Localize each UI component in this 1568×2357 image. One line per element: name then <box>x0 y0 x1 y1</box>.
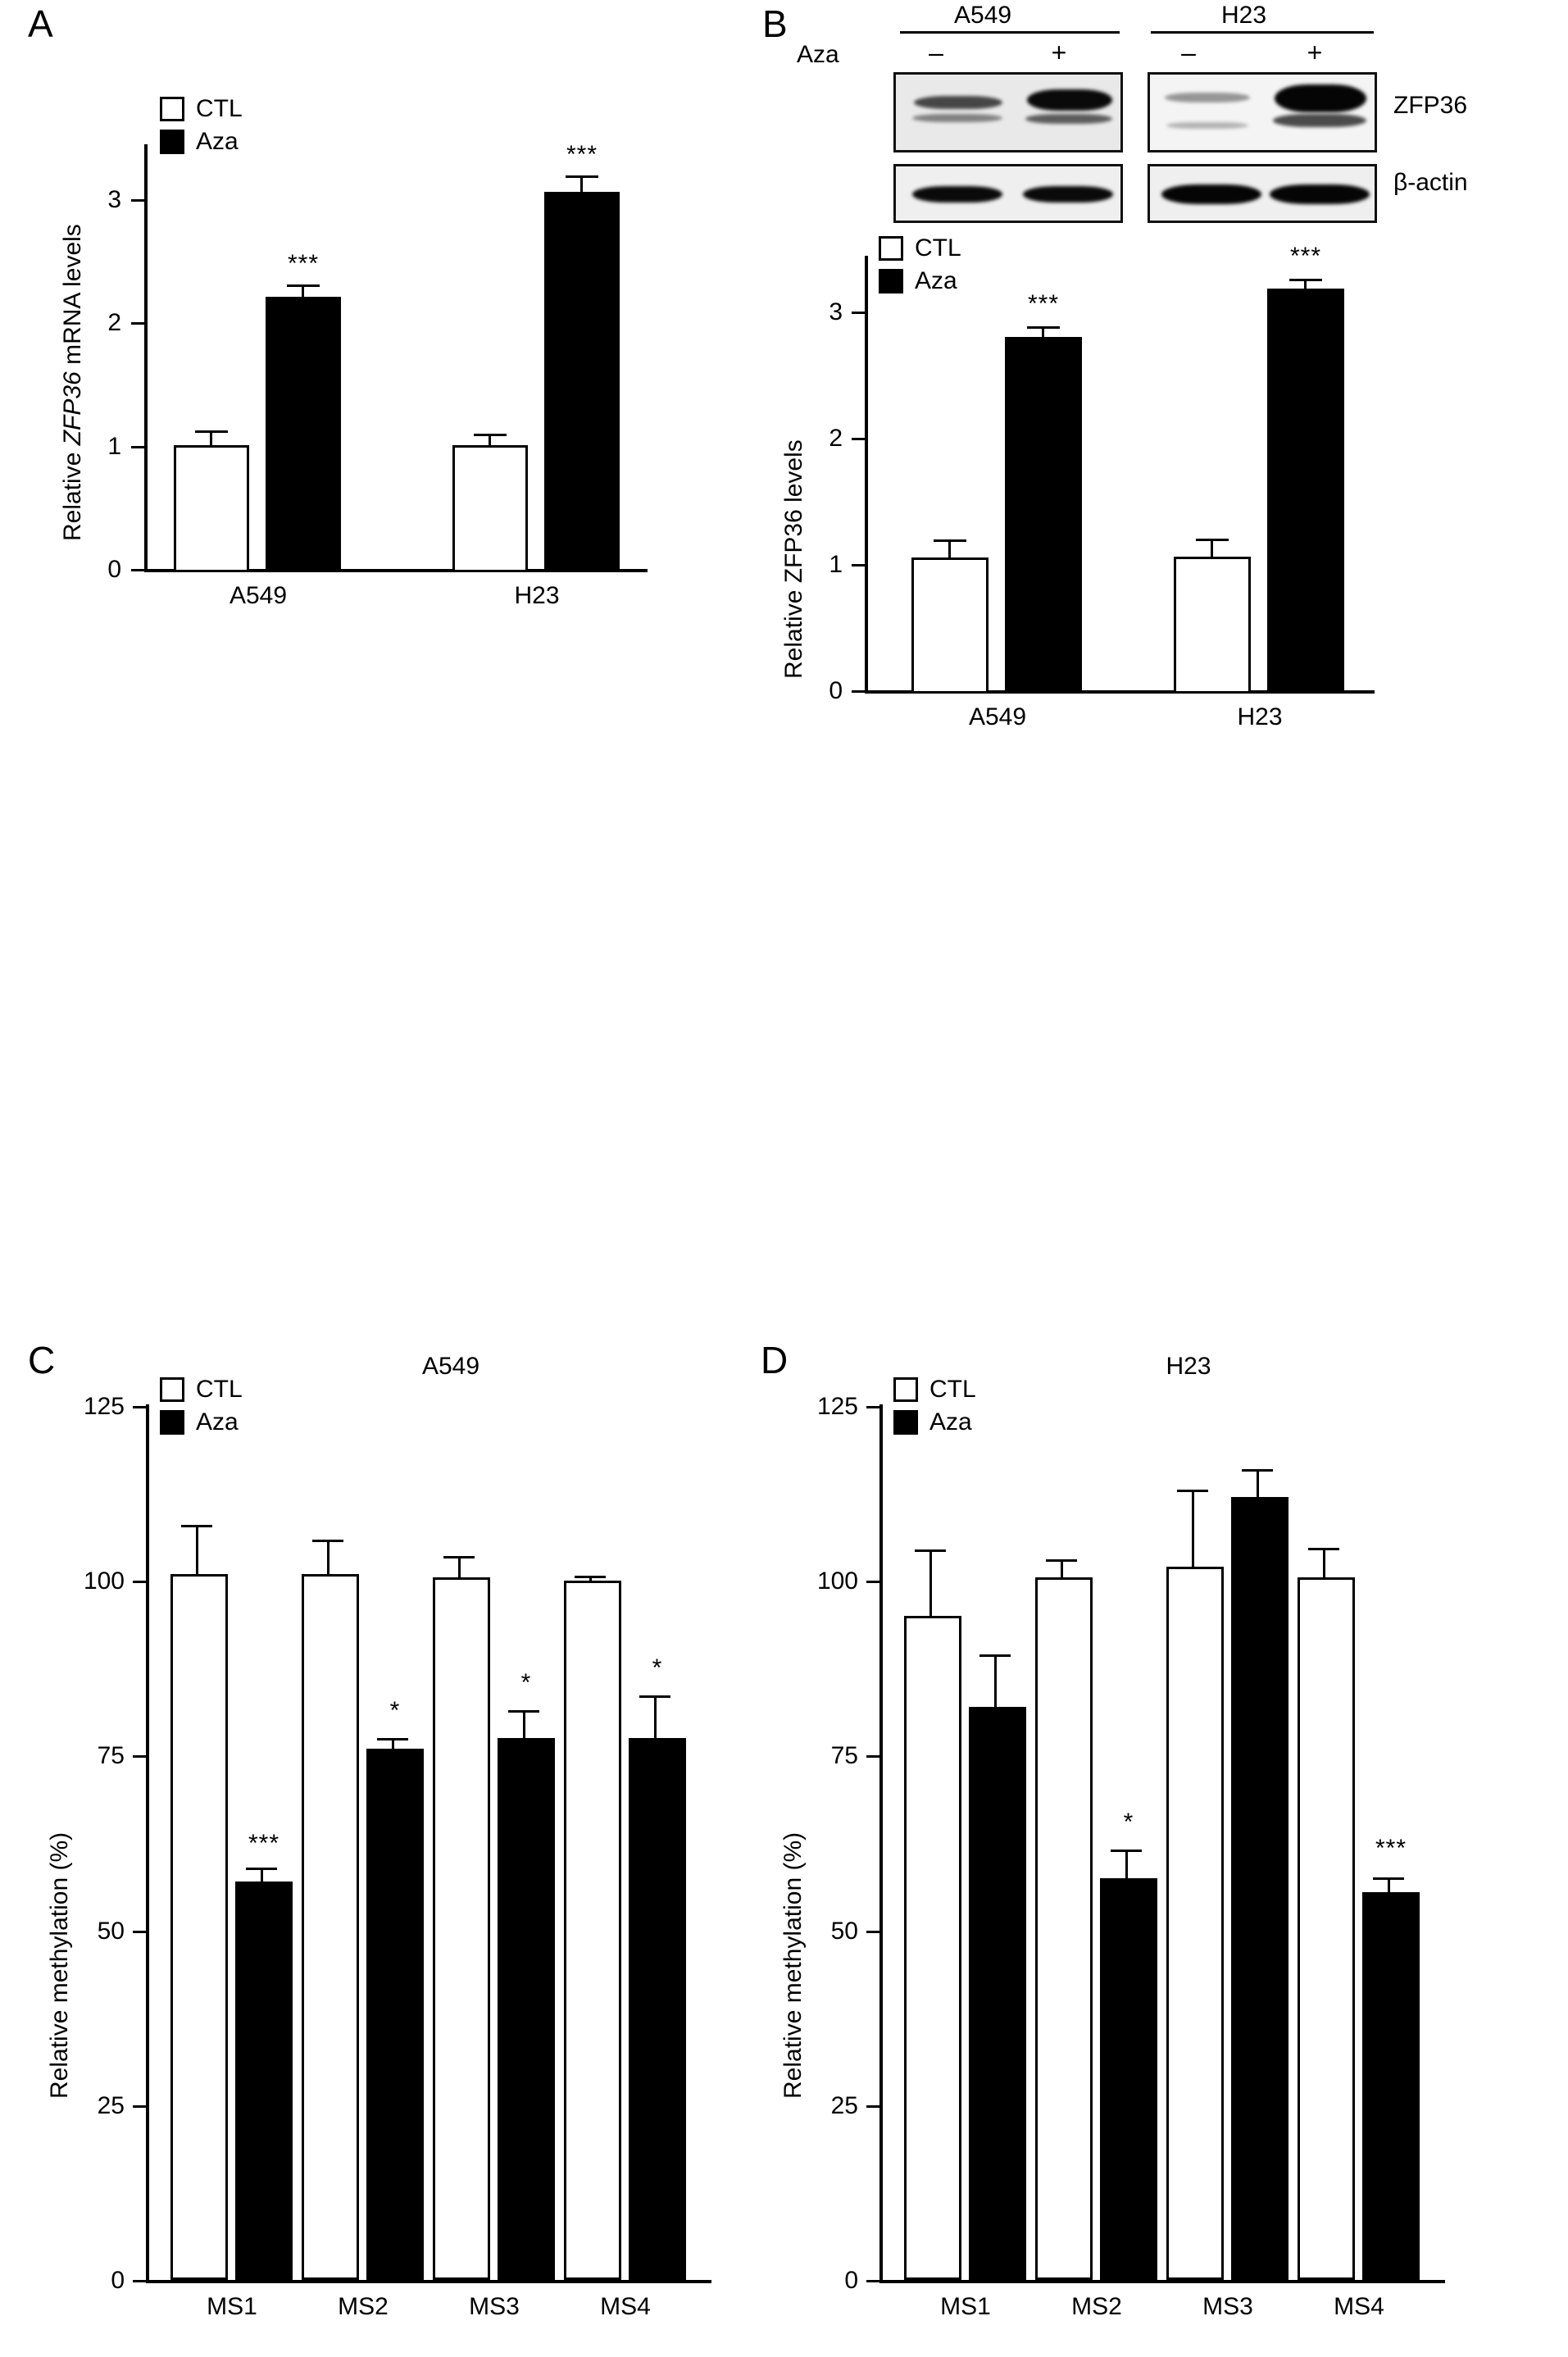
panel-d-bar-aza-ms1 <box>969 1707 1026 2280</box>
panel-c-x-axis <box>146 2280 711 2283</box>
panel-a-xticklabel-a549: A549 <box>229 582 288 609</box>
panel-d-ytick-100 <box>866 1581 881 1583</box>
blot-group-line-h23 <box>1151 31 1374 34</box>
blot-panel-zfp36-a549 <box>893 72 1123 152</box>
panel-a-yticklabel-3: 3 <box>107 186 121 213</box>
panel-a-errcap-ctl-a549 <box>195 430 228 433</box>
panel-a-legend <box>160 97 243 162</box>
panel-b-bar-ctl-a549 <box>911 557 989 694</box>
panel-a-yticklabel-2: 2 <box>107 309 121 336</box>
blot-group-label-a549: A549 <box>954 2 1012 29</box>
panel-c-bar-ctl-ms3 <box>433 1577 490 2280</box>
panel-c-ytick-75 <box>133 1755 148 1758</box>
blot-lane-sign-a549-ctl: – <box>929 38 943 67</box>
panel-d-legend <box>893 1377 976 1443</box>
panel-d-ytick-75 <box>866 1755 881 1758</box>
panel-d-yticklabel-50: 50 <box>830 1918 858 1945</box>
panel-c-xticklabel-ms4: MS4 <box>600 2293 651 2320</box>
blot-row-label-actin: β-actin <box>1393 169 1468 196</box>
panel-d-errcap-ctl-ms3 <box>1177 1490 1208 1492</box>
panel-a-errcap-ctl-h23 <box>474 434 507 436</box>
legend-label-aza: Aza <box>929 1408 972 1436</box>
panel-d-sig-aza-ms4: *** <box>1375 1835 1407 1862</box>
panel-c-errcap-ctl-ms3 <box>443 1556 475 1558</box>
panel-c-err-ctl-ms2 <box>327 1540 330 1576</box>
panel-d-err-aza-ms4 <box>1388 1877 1390 1894</box>
panel-b-yticklabel-1: 1 <box>829 551 843 578</box>
panel-d-bar-ctl-ms1 <box>904 1616 961 2280</box>
panel-b-err-ctl-h23 <box>1211 539 1213 558</box>
panel-d-errcap-aza-ms1 <box>979 1654 1011 1657</box>
panel-d-errcap-aza-ms4 <box>1373 1877 1404 1880</box>
panel-d-bar-ctl-ms4 <box>1298 1577 1355 2280</box>
blot-lane-sign-h23-aza: + <box>1307 38 1323 67</box>
panel-d-bar-aza-ms2 <box>1100 1878 1157 2280</box>
panel-d-yticklabel-75: 75 <box>830 1742 858 1769</box>
panel-d-ytick-50 <box>866 1931 881 1933</box>
panel-a-bar-aza-a549 <box>266 297 341 572</box>
panel-b-yticklabel-0: 0 <box>829 677 843 704</box>
panel-a-ytick-0 <box>131 569 146 571</box>
panel-a-ytick-2 <box>131 322 146 325</box>
panel-c-errcap-aza-ms3 <box>508 1710 539 1713</box>
panel-b-ylabel: Relative ZFP36 levels <box>780 439 807 679</box>
panel-c-xticklabel-ms3: MS3 <box>469 2293 520 2320</box>
panel-d-xticklabel-ms4: MS4 <box>1334 2293 1384 2320</box>
panel-c-ytick-0 <box>133 2280 148 2282</box>
panel-d-err-ctl-ms2 <box>1061 1559 1063 1579</box>
panel-c-errcap-ctl-ms2 <box>312 1540 343 1542</box>
panel-b-sig-aza-h23: *** <box>1289 243 1322 270</box>
panel-b-bar-aza-a549 <box>1005 337 1082 694</box>
legend-label-aza: Aza <box>196 1408 239 1436</box>
panel-c-errcap-aza-ms4 <box>639 1695 670 1698</box>
legend-item-ctl <box>879 236 961 261</box>
panel-b-ytick-1 <box>852 564 866 566</box>
legend-item-ctl <box>160 97 243 121</box>
legend-label-ctl: CTL <box>196 1376 243 1403</box>
panel-d-yticklabel-0: 0 <box>844 2267 858 2294</box>
panel-a-sig-aza-a549: *** <box>287 250 320 277</box>
panel-d-title: H23 <box>1166 1353 1211 1380</box>
legend-swatch-filled-icon <box>893 1410 918 1435</box>
legend-item-aza <box>879 269 961 293</box>
panel-c-ytick-50 <box>133 1931 148 1933</box>
panel-c-errcap-aza-ms1 <box>246 1868 277 1870</box>
panel-c-errcap-aza-ms2 <box>377 1738 408 1740</box>
panel-d-yticklabel-100: 100 <box>816 1568 858 1595</box>
legend-item-aza <box>893 1410 976 1435</box>
panel-d-x-axis <box>879 2280 1445 2283</box>
panel-d-xticklabel-ms1: MS1 <box>940 2293 991 2320</box>
blot-panel-actin-a549 <box>893 164 1123 223</box>
panel-c-bar-ctl-ms1 <box>170 1574 228 2280</box>
blot-panel-zfp36-h23 <box>1148 72 1377 152</box>
panel-a-errcap-aza-h23 <box>566 175 598 178</box>
panel-c-sig-aza-ms4: * <box>652 1654 663 1681</box>
panel-d-errcap-ctl-ms4 <box>1308 1548 1339 1550</box>
panel-d-err-aza-ms1 <box>994 1654 997 1709</box>
panel-b-ytick-3 <box>852 312 866 314</box>
panel-d-err-ctl-ms4 <box>1323 1548 1325 1579</box>
panel-d-err-aza-ms3 <box>1257 1469 1259 1499</box>
panel-d-bar-ctl-ms3 <box>1166 1567 1224 2280</box>
panel-c-err-aza-ms1 <box>261 1868 263 1884</box>
panel-c-legend <box>160 1377 243 1443</box>
panel-c-bar-aza-ms1 <box>235 1882 293 2280</box>
panel-d-ytick-125 <box>866 1406 881 1408</box>
panel-c-err-ctl-ms3 <box>458 1556 461 1579</box>
panel-c-sig-aza-ms1: *** <box>248 1830 280 1857</box>
legend-label-ctl: CTL <box>196 95 243 122</box>
panel-b-errcap-ctl-a549 <box>934 539 966 542</box>
panel-c-bar-aza-ms2 <box>366 1749 424 2280</box>
blot-aza-row-label: Aza <box>797 41 839 68</box>
legend-label-ctl: CTL <box>915 234 961 262</box>
panel-c-ylabel: Relative methylation (%) <box>46 1831 73 2099</box>
panel-c-err-aza-ms3 <box>523 1710 525 1740</box>
panel-b-xticklabel-a549: A549 <box>968 703 1027 730</box>
panel-c-sig-aza-ms3: * <box>520 1669 532 1696</box>
panel-d-errcap-ctl-ms2 <box>1046 1559 1077 1562</box>
panel-c-bar-aza-ms4 <box>629 1738 686 2280</box>
panel-b-err-ctl-a549 <box>948 539 951 559</box>
panel-c-yticklabel-0: 0 <box>111 2267 125 2294</box>
panel-a-bar-aza-h23 <box>544 192 620 572</box>
panel-letter-c: C <box>28 1339 56 1381</box>
panel-c-yticklabel-50: 50 <box>97 1918 125 1945</box>
panel-b-errcap-aza-a549 <box>1027 326 1060 329</box>
panel-c-errcap-ctl-ms1 <box>181 1525 212 1527</box>
panel-c-err-aza-ms4 <box>654 1695 657 1740</box>
panel-a-sig-aza-h23: *** <box>566 141 598 168</box>
panel-b-ytick-0 <box>852 690 866 693</box>
legend-item-aza <box>160 1410 243 1435</box>
panel-b-xticklabel-h23: H23 <box>1237 703 1283 730</box>
panel-c-bar-ctl-ms4 <box>564 1581 621 2280</box>
panel-c-ytick-125 <box>133 1406 148 1408</box>
blot-group-label-h23: H23 <box>1221 2 1267 29</box>
panel-d-bar-aza-ms4 <box>1362 1892 1420 2280</box>
legend-swatch-filled-icon <box>160 1410 184 1435</box>
panel-d-ytick-25 <box>866 2105 881 2108</box>
panel-letter-b: B <box>762 2 788 45</box>
panel-letter-d: D <box>761 1339 789 1381</box>
panel-d-y-axis <box>879 1404 883 2283</box>
legend-item-ctl <box>893 1377 976 1402</box>
panel-c-ytick-100 <box>133 1581 148 1583</box>
blot-lane-sign-h23-ctl: – <box>1181 38 1196 67</box>
panel-b-y-axis <box>865 256 868 694</box>
panel-d-bar-ctl-ms2 <box>1035 1577 1093 2280</box>
panel-b-yticklabel-3: 3 <box>829 298 843 325</box>
panel-b-bar-ctl-h23 <box>1174 557 1251 694</box>
panel-b-bar-aza-h23 <box>1267 289 1344 694</box>
panel-c-ytick-25 <box>133 2105 148 2108</box>
legend-label-aza: Aza <box>196 128 239 155</box>
legend-label-aza: Aza <box>915 267 957 294</box>
panel-c-title: A549 <box>421 1353 480 1380</box>
panel-c-xticklabel-ms1: MS1 <box>207 2293 257 2320</box>
panel-d-err-ctl-ms3 <box>1192 1490 1194 1568</box>
blot-group-line-a549 <box>900 31 1120 34</box>
panel-d-yticklabel-125: 125 <box>816 1393 858 1420</box>
blot-lane-sign-a549-aza: + <box>1051 38 1067 67</box>
panel-c-bar-aza-ms3 <box>498 1738 555 2280</box>
panel-a-bar-ctl-a549 <box>174 445 249 572</box>
panel-a-err-aza-h23 <box>580 175 583 195</box>
legend-swatch-filled-icon <box>160 130 184 154</box>
panel-d-sig-aza-ms2: * <box>1123 1809 1134 1836</box>
legend-swatch-open-icon <box>160 97 184 121</box>
panel-letter-a: A <box>28 2 53 45</box>
panel-c-err-ctl-ms1 <box>196 1525 198 1576</box>
panel-a-ylabel: Relative ZFP36 mRNA levels <box>59 224 86 541</box>
panel-d-bar-aza-ms3 <box>1231 1497 1288 2280</box>
panel-b-errcap-aza-h23 <box>1289 279 1322 281</box>
legend-swatch-open-icon <box>879 236 903 261</box>
legend-label-ctl: CTL <box>929 1376 976 1403</box>
panel-b-sig-aza-a549: *** <box>1027 290 1060 317</box>
panel-c-yticklabel-25: 25 <box>97 2092 125 2119</box>
panel-c-yticklabel-125: 125 <box>83 1393 125 1420</box>
panel-d-xticklabel-ms2: MS2 <box>1071 2293 1122 2320</box>
panel-c-errcap-ctl-ms4 <box>575 1576 606 1578</box>
legend-swatch-open-icon <box>893 1377 918 1402</box>
panel-a-yticklabel-0: 0 <box>107 556 121 583</box>
panel-b-errcap-ctl-h23 <box>1196 539 1229 541</box>
legend-item-ctl <box>160 1377 243 1402</box>
legend-swatch-open-icon <box>160 1377 184 1402</box>
blot-row-label-zfp36: ZFP36 <box>1393 92 1468 119</box>
panel-d-xticklabel-ms3: MS3 <box>1202 2293 1253 2320</box>
panel-d-ytick-0 <box>866 2280 881 2282</box>
legend-item-aza <box>160 130 243 154</box>
panel-d-errcap-aza-ms2 <box>1111 1850 1142 1852</box>
panel-d-yticklabel-25: 25 <box>830 2092 858 2119</box>
panel-a-err-ctl-a549 <box>210 430 212 447</box>
blot-panel-actin-h23 <box>1148 164 1377 223</box>
panel-b-legend <box>879 236 961 302</box>
panel-d-ylabel: Relative methylation (%) <box>779 1831 807 2099</box>
panel-c-sig-aza-ms2: * <box>389 1697 401 1724</box>
panel-a-y-axis <box>144 144 148 572</box>
panel-b-yticklabel-2: 2 <box>829 425 843 452</box>
panel-a-xticklabel-h23: H23 <box>514 582 560 609</box>
panel-a-bar-ctl-h23 <box>452 445 528 572</box>
legend-swatch-filled-icon <box>879 269 903 293</box>
panel-c-yticklabel-100: 100 <box>83 1568 125 1595</box>
panel-a-ytick-1 <box>131 446 146 448</box>
panel-c-bar-ctl-ms2 <box>302 1574 359 2280</box>
panel-a-ytick-3 <box>131 199 146 202</box>
panel-c-yticklabel-75: 75 <box>97 1742 125 1769</box>
panel-b-ytick-2 <box>852 438 866 440</box>
panel-d-err-ctl-ms1 <box>929 1549 932 1618</box>
panel-c-xticklabel-ms2: MS2 <box>338 2293 389 2320</box>
panel-a-yticklabel-1: 1 <box>107 433 121 460</box>
panel-a-errcap-aza-a549 <box>287 284 320 287</box>
panel-c-y-axis <box>146 1404 149 2283</box>
panel-d-errcap-ctl-ms1 <box>915 1549 946 1552</box>
panel-d-err-aza-ms2 <box>1125 1850 1128 1881</box>
panel-d-errcap-aza-ms3 <box>1242 1469 1273 1472</box>
